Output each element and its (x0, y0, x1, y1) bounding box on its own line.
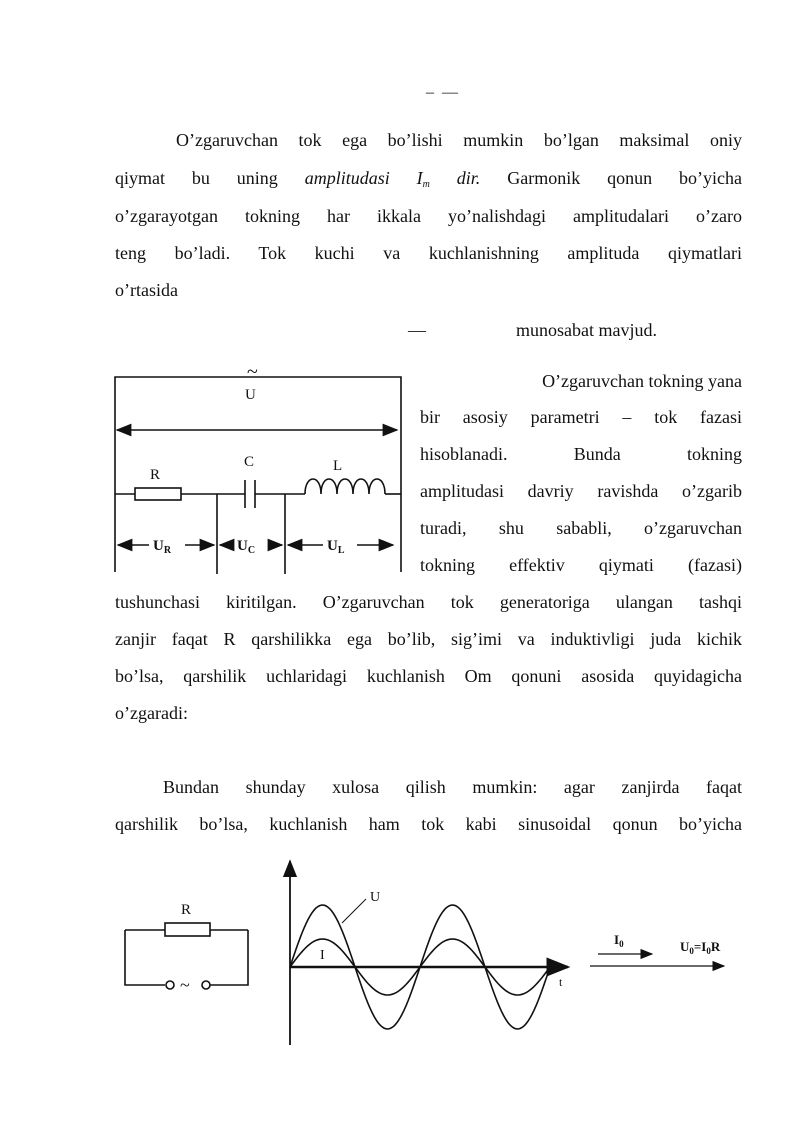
amplitude-term: amplitudasi I (304, 168, 423, 188)
para1-line2-tail: Garmonik qonun bo’yicha (480, 168, 742, 188)
u-leader-line (342, 899, 366, 923)
u-curve-label: U (370, 890, 381, 905)
ur-label: $U_R$ (153, 538, 172, 556)
r-label: R (150, 467, 161, 483)
para2-narrow-line: amplitudasi davriy ravishda o’zgarib (420, 481, 742, 501)
sine-wave-graph (278, 855, 578, 1050)
amplitude-term-end: dir. (429, 168, 481, 188)
r-label: R (181, 902, 192, 918)
para2-narrow-line: bir asosiy parametri – tok fazasi (420, 407, 742, 427)
para3-line2: qarshilik bo’lsa, kuchlanish ham tok kabi sinusoidal qonun bo’yicha (115, 814, 742, 834)
para2-line: o’zgaradi: (115, 703, 188, 723)
para1-line2-text: qiymat bu uning (115, 168, 305, 188)
c-label: C (244, 454, 255, 470)
relation-text: munosabat mavjud. (516, 320, 657, 340)
ul-label: $U_L$ (327, 538, 345, 556)
t-axis-label: t (559, 975, 563, 989)
para1-line1: O’zgaruvchan tok ega bo’lishi mumkin bo’lgan maksimal oniy (176, 130, 742, 150)
para1-line3: o’zgarayotgan tokning har ikkala yo’nalishdagi amplitudalari o’zaro (115, 206, 742, 226)
para2-narrow-line: hisoblanadi. Bunda tokning (420, 444, 742, 464)
relation-dash: — (408, 320, 426, 340)
ac-tilde: ~ (247, 362, 258, 383)
amplitude-subscript: m (422, 179, 430, 190)
resistor-symbol (135, 488, 181, 500)
u0-label: $U_0=I_0R$ (680, 939, 721, 956)
wire (210, 930, 248, 985)
resistor-symbol (165, 923, 210, 936)
para2-narrow-line: turadi, shu sababli, o’zgaruvchan (420, 518, 742, 538)
terminal (166, 981, 174, 989)
i-curve-label: I (320, 948, 325, 963)
rlc-circuit-diagram (105, 362, 405, 577)
para2-narrow-line: tokning effektiv qiymati (fazasi) (420, 555, 742, 575)
i0-label: $I_0$ (614, 932, 624, 949)
phasor-diagram (590, 920, 735, 980)
para1-line4: teng bo’ladi. Tok kuchi va kuchlanishning amplituda qiymatlari (115, 243, 742, 263)
para2-line: tushunchasi kiritilgan. O’zgaruvchan tok generatoriga ulangan tashqi (115, 592, 742, 612)
wire (125, 930, 165, 985)
para3-line1: Bundan shunday xulosa qilish mumkin: agar zanjirda faqat (163, 777, 742, 797)
inductor-coil (305, 479, 385, 494)
terminal (202, 981, 210, 989)
para1-line2 (115, 166, 742, 197)
source-symbol: ~ (180, 975, 190, 995)
para2-narrow-line: O’zgaruvchan tokning yana (542, 371, 742, 391)
para2-line: bo’lsa, qarshilik uchlaridagi kuchlanish Om qonuni asosida quyidagicha (115, 666, 742, 686)
resistor-circuit-diagram (115, 890, 260, 1005)
para1-line5: o’rtasida (115, 280, 178, 300)
para2-line: zanjir faqat R qarshilikka ega bo’lib, sig’imi va induktivligi juda kichik (115, 629, 742, 649)
header-dash: – — (426, 84, 460, 101)
u-label: U (245, 387, 256, 403)
uc-label: $U_C$ (237, 538, 256, 556)
l-label: L (333, 458, 343, 474)
